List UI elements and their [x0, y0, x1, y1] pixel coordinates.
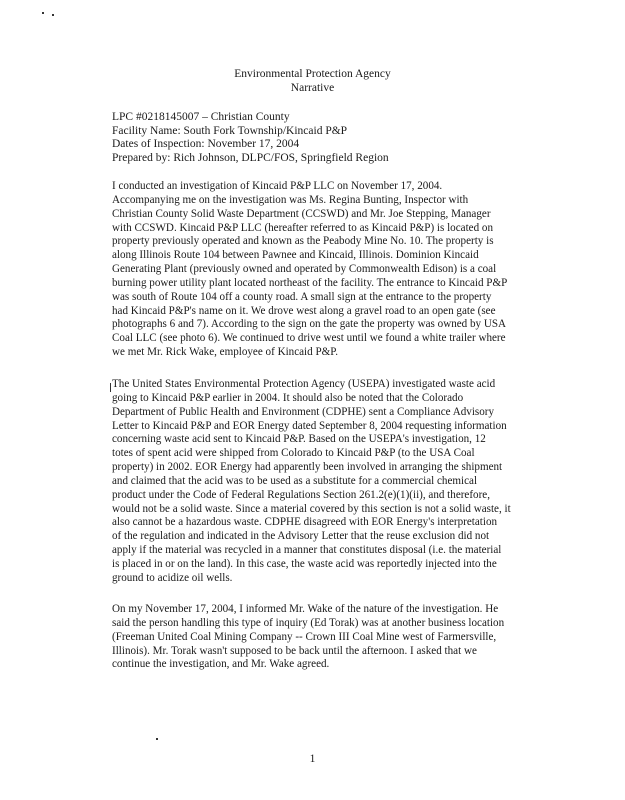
text-line: Letter to Kincaid P&P and EOR Energy dated September 8, 2004 requesting information: [112, 419, 507, 432]
text-line: along Illinois Route 104 between Pawnee and Kincaid, Illinois. Dominion Kincaid: [112, 249, 479, 262]
paragraph-3: [112, 603, 532, 672]
text-line: said the person handling this type of inquiry (Ed Torak) was at another business location: [112, 616, 505, 629]
paragraph-2: [112, 378, 532, 586]
text-line: had Kincaid P&P's name on it. We drove west along a gravel road to an open gate (see: [112, 304, 496, 317]
page-number: 1: [309, 753, 316, 765]
text-line: The United States Environmental Protection Agency (USEPA) investigated waste acid: [112, 378, 496, 390]
text-line: property) in 2002. EOR Energy had apparently been involved in arranging the shipment: [112, 461, 503, 474]
text-line: of the regulation and indicated in the Advisory Letter that the reuse exclusion did not: [112, 530, 490, 543]
text-line: I conducted an investigation of Kincaid P&P LLC on November 17, 2004.: [112, 180, 443, 192]
scan-speck: [156, 738, 158, 740]
text-line: also cannot be a hazardous waste. CDPHE disagreed with EOR Energy's interpretation: [112, 516, 498, 529]
text-line: property previously operated and known as the Peabody Mine No. 10. The property is: [112, 235, 494, 248]
text-line: continue the investigation, and Mr. Wake agreed.: [112, 658, 330, 671]
lpc-number: LPC #0218145007 – Christian County: [112, 111, 290, 123]
text-line: concerning waste acid sent to Kincaid P&P. Based on the USEPA's investigation, 12: [112, 433, 486, 446]
narrative-subtitle: Narrative: [290, 82, 335, 94]
text-line: Accompanying me on the investigation was Ms. Regina Bunting, Inspector with: [112, 193, 469, 206]
facility-name: Facility Name: South Fork Township/Kincaid P&P: [112, 125, 348, 137]
scan-speck: [52, 14, 54, 16]
text-line: Generating Plant (previously owned and operated by Commonwealth Edison) is a coal: [112, 263, 497, 276]
text-line: Department of Public Health and Environment (CDPHE) sent a Compliance Advisory: [112, 405, 495, 418]
text-line: photographs 6 and 7). According to the sign on the gate the property was owned by USA: [112, 318, 507, 331]
text-line: is placed in or on the land). In this case, the waste acid was reportedly injected into the: [112, 557, 497, 570]
text-line: and claimed that the acid was to be used as a substitute for a commercial chemical: [112, 474, 478, 487]
text-line: burning power utility plant located northeast of the facility. The entrance to Kincaid P&P: [112, 276, 508, 289]
scan-speck: [110, 383, 111, 392]
inspection-dates: Dates of Inspection: November 17, 2004: [112, 138, 300, 150]
text-line: Christian County Solid Waste Department (CCSWD) and Mr. Joe Stepping, Manager: [112, 207, 491, 220]
text-line: was south of Route 104 off a county road. A small sign at the entrance to the property: [112, 290, 492, 303]
text-line: would not be a solid waste. Since a material covered by this section is not a solid waste, it: [112, 502, 511, 515]
text-line: (Freeman United Coal Mining Company -- Crown III Coal Mine west of Farmersville,: [112, 630, 497, 643]
text-line: ground to acidize oil wells.: [112, 571, 233, 584]
text-line: apply if the material was recycled in a manner that constitutes disposal (i.e. the material: [112, 544, 502, 557]
text-line: product under the Code of Federal Regulations Section 261.2(e)(1)(ii), and therefore,: [112, 488, 490, 501]
text-line: going to Kincaid P&P earlier in 2004. It should also be noted that the Colorado: [112, 391, 464, 404]
paragraph-1: [112, 180, 532, 360]
text-line: Coal LLC (see photo 6). We continued to drive west until we found a white trailer where: [112, 332, 506, 345]
text-line: with CCSWD. Kincaid P&P LLC (hereafter referred to as Kincaid P&P) is located on: [112, 221, 494, 234]
scan-speck: [42, 12, 44, 14]
text-line: we met Mr. Rick Wake, employee of Kincaid P&P.: [112, 346, 338, 359]
prepared-by: Prepared by: Rich Johnson, DLPC/FOS, Springfield Region: [112, 152, 389, 164]
agency-title: Environmental Protection Agency: [234, 68, 391, 80]
text-line: On my November 17, 2004, I informed Mr. Wake of the nature of the investigation. He: [112, 603, 499, 615]
text-line: totes of spent acid were shipped from Colorado to Kincaid P&P (to the USA Coal: [112, 447, 475, 460]
text-line: Illinois). Mr. Torak wasn't supposed to be back until the afternoon. I asked that we: [112, 644, 477, 657]
